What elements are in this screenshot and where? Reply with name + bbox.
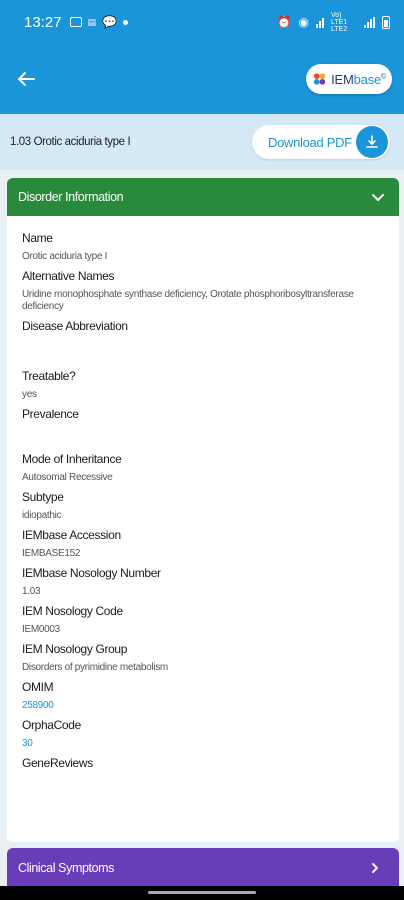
field-label-treatable: Treatable?	[22, 369, 76, 383]
status-time: 13:27	[24, 13, 62, 31]
field-value-subtype: idiopathic	[22, 510, 62, 521]
back-button[interactable]	[14, 67, 38, 91]
omim-link[interactable]: 258900	[22, 700, 54, 711]
home-gesture-handle[interactable]	[148, 891, 256, 894]
volte-icon: ▤	[87, 16, 97, 27]
field-label-prevalence: Prevalence	[22, 407, 79, 421]
field-label-mode-of-inheritance: Mode of Inheritance	[22, 452, 122, 466]
field-value-iembase-nosology-number: 1.03	[22, 586, 41, 597]
disorder-title-bar	[0, 114, 404, 170]
wifi-icon	[316, 17, 324, 28]
field-label-alternative-names: Alternative Names	[22, 269, 115, 283]
field-value-name: Orotic aciduria type I	[22, 251, 108, 262]
download-icon	[356, 126, 388, 158]
field-value-iem-nosology-group: Disorders of pyrimidine metabolism	[22, 662, 168, 673]
iembase-mark-icon	[312, 71, 327, 87]
more-notifications-icon	[123, 20, 128, 25]
field-value-iembase-accession: IEMBASE152	[22, 548, 81, 559]
field-label-name: Name	[22, 231, 53, 245]
field-value-prevalence	[22, 427, 399, 446]
signal-icon	[364, 17, 375, 28]
disorder-information-card	[7, 178, 399, 842]
field-label-iembase-accession: IEMbase Accession	[22, 528, 121, 542]
status-bar	[0, 0, 404, 44]
iembase-logo	[306, 64, 392, 94]
field-label-iem-nosology-group: IEM Nosology Group	[22, 642, 128, 656]
logo-text: IEMbase©	[331, 71, 386, 87]
orphacode-link[interactable]: 30	[22, 738, 33, 749]
field-value-alternative-names: Uridine monophosphate synthase deficiency, Orotate phosphoribosyltransferase deficiency	[22, 289, 354, 312]
field-label-omim: OMIM	[22, 680, 54, 694]
field-value-genereviews	[22, 776, 399, 791]
field-value-disease-abbreviation	[22, 339, 399, 363]
hotspot-icon: ◉	[298, 15, 309, 29]
clinical-symptoms-title: Clinical Symptoms	[18, 861, 115, 875]
field-label-genereviews: GeneReviews	[22, 756, 93, 770]
field-value-mode-of-inheritance: Autosomal Recessive	[22, 472, 113, 483]
download-pdf-button[interactable]	[252, 125, 390, 159]
field-label-orphacode: OrphaCode	[22, 718, 81, 732]
disorder-fields	[7, 216, 399, 791]
chat-icon: 💬	[102, 15, 118, 29]
disorder-information-header[interactable]	[7, 178, 399, 216]
field-label-disease-abbreviation: Disease Abbreviation	[22, 319, 128, 333]
alarm-icon: ⏰	[276, 15, 292, 29]
network-label: Vo) LTE1 LTE2	[331, 11, 348, 33]
field-value-iem-nosology-code: IEM0003	[22, 624, 60, 635]
arrow-left-icon	[14, 67, 38, 91]
disorder-title: 1.03 Orotic aciduria type I	[10, 136, 131, 148]
system-nav-bar	[0, 886, 404, 900]
app-bar	[0, 44, 404, 114]
chevron-right-icon	[369, 862, 381, 874]
download-pdf-label: Download PDF	[268, 134, 352, 150]
chevron-down-icon	[371, 190, 385, 204]
clinical-symptoms-header[interactable]	[7, 848, 399, 888]
field-label-iem-nosology-code: IEM Nosology Code	[22, 604, 123, 618]
battery-icon	[382, 16, 390, 29]
field-label-subtype: Subtype	[22, 490, 64, 504]
field-label-iembase-nosology-number: IEMbase Nosology Number	[22, 566, 161, 580]
section-title: Disorder Information	[18, 190, 124, 204]
field-value-treatable: yes	[22, 389, 37, 400]
gallery-icon	[70, 17, 82, 27]
